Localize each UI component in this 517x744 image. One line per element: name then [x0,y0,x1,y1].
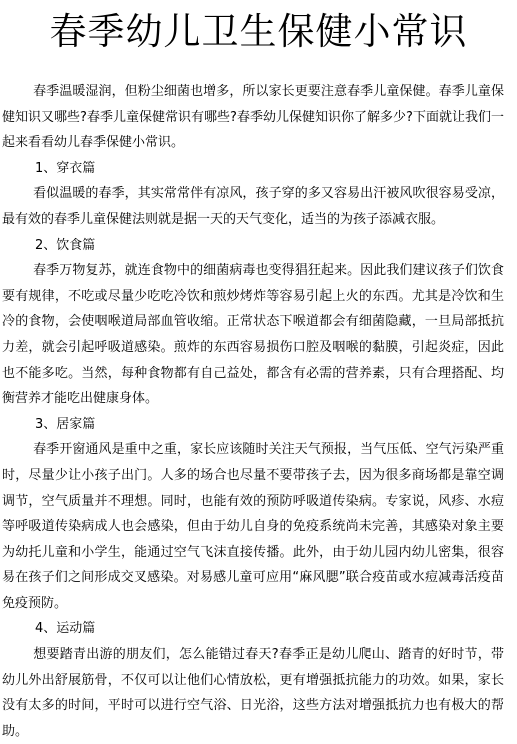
section-text-home: 春季开窗通风是重中之重，家长应该随时关注天气预报，当气压低、空气污染严重时，尽量少让小孩子出门。人多的场合也尽量不要带孩子去，因为很多商场都是靠空调调节，空气质量并不理想。同时，也能有效的预防呼吸道传染病。专家说，风疹、水痘等呼吸道传染病成人也会感染，但由于幼儿自身的免疫系统尚未完善，其感染对象主要为幼托儿童和小学生，能通过空气飞沫直接传播。此外，由于幼儿园内幼儿密集，很容易在孩子们之间形成交叉感染。对易感儿童可应用“麻风腮”联合疫苗或水痘减毒活疫苗免疫预防。 [2,442,504,611]
section-paragraph-home [2,437,504,616]
section-heading-clothing: 1、穿衣篇 [35,160,96,176]
intro-paragraph [2,79,504,156]
section-paragraph-diet [2,258,504,412]
section-paragraph-exercise [2,642,504,744]
intro-text: 春季温暖湿润，但粉尘细菌也增多，所以家长更要注意春季儿童保健。春季儿童保健知识又哪些?春季儿童保健常识有哪些?春季幼儿保健知识你了解多少?下面就让我们一起来看看幼儿春季保健小常识。 [2,84,504,151]
section-text-exercise: 想要踏青出游的朋友们，怎么能错过春天?春季正是幼儿爬山、踏青的好时节，带幼儿外出舒展筋骨，不仅可以让他们心情放松，更有增强抵抗能力的功效。如果，家长没有太多的时间，平时可以进行空气浴、日光浴，这些方法对增强抵抗力也有极大的帮助。 [2,647,504,739]
section-heading-exercise: 4、运动篇 [35,621,96,637]
section-paragraph-clothing [2,181,504,232]
section-heading-home: 3、居家篇 [35,416,96,432]
section-text-clothing: 看似温暖的春季，其实常常伴有凉风，孩子穿的多又容易出汗被风吹很容易受凉，最有效的春季儿童保健法则就是据一天的天气变化，适当的为孩子添减衣服。 [2,186,504,227]
document-body [2,79,504,744]
section-heading-diet: 2、饮食篇 [35,237,96,253]
document-title: 春季幼儿卫生保健小常识 [49,10,468,53]
section-text-diet: 春季万物复苏，就连食物中的细菌病毒也变得猖狂起来。因此我们建议孩子们饮食要有规律，不吃或尽量少吃吃冷饮和煎炒烤炸等容易引起上火的东西。尤其是冷饮和生冷的食物，会使咽喉道局部血管收缩。正常状态下喉道都会有细菌隐藏，一旦局部抵抗力差，就会引起呼吸道感染。煎炸的东西容易损伤口腔及咽喉的黏膜，引起炎症，因此也不能多吃。当然，每种食物都有自己益处，都含有必需的营养素，只有合理搭配、均衡营养才能吃出健康身体。 [2,263,504,407]
